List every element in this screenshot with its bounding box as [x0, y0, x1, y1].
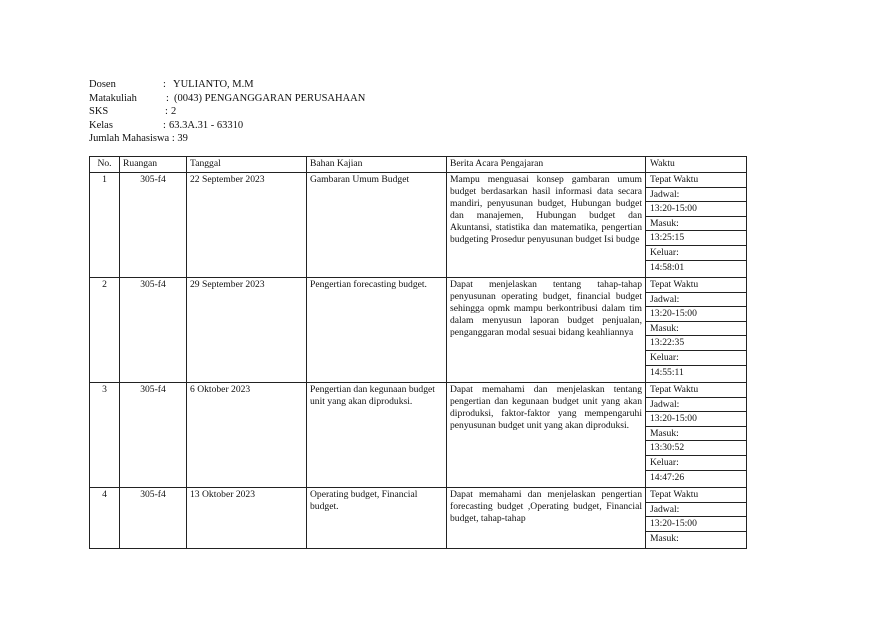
jadwal-value: 13:20-15:00: [646, 307, 746, 322]
attendance-table: [89, 156, 747, 549]
masuk-value: 13:30:52: [646, 441, 746, 456]
time-cell: [646, 278, 747, 383]
topic: Pengertian dan kegunaan budget unit yang akan diproduksi.: [307, 383, 447, 488]
room: 305-f4: [120, 173, 187, 278]
dosen-label: Dosen: [89, 79, 116, 90]
jadwal-label: Jadwal:: [646, 398, 746, 413]
separator: :: [163, 119, 166, 131]
time-status: Tepat Waktu: [646, 173, 746, 188]
matakuliah-value: (0043) PENGANGGARAN PERUSAHAAN: [174, 92, 366, 104]
time-status: Tepat Waktu: [646, 383, 746, 398]
table-row: [90, 278, 747, 383]
keluar-value: 14:55:11: [650, 366, 684, 378]
separator: :: [171, 133, 175, 144]
header-row-kelas: [89, 119, 244, 133]
topic: Operating budget, Financial budget.: [307, 488, 447, 549]
jadwal-value: 13:20-15:00: [646, 202, 746, 217]
jadwal-label: Jadwal:: [646, 293, 746, 308]
masuk-label: Masuk:: [650, 532, 679, 544]
sks-value: 2: [171, 106, 177, 117]
table-row: [90, 488, 747, 549]
jadwal-label: Jadwal:: [646, 503, 746, 518]
room: 305-f4: [120, 278, 187, 383]
time-status: Tepat Waktu: [646, 488, 746, 503]
header-row-dosen: [89, 78, 254, 92]
separator: :: [166, 92, 169, 104]
keluar-label: Keluar:: [646, 246, 746, 261]
room: 305-f4: [120, 488, 187, 549]
header-row-jumlah: [89, 132, 188, 146]
col-header-waktu: Waktu: [646, 157, 747, 173]
date: 13 Oktober 2023: [187, 488, 307, 549]
masuk-value: 13:22:35: [646, 336, 746, 351]
header-row-sks: [89, 105, 188, 119]
masuk-label: Masuk:: [646, 427, 746, 442]
header-row-matakuliah: [89, 92, 366, 106]
row-number: 4: [90, 488, 120, 549]
kelas-label: Kelas: [89, 119, 113, 131]
sks-label: SKS: [89, 106, 109, 117]
masuk-value: 13:25:15: [646, 231, 746, 246]
time-cell: [646, 173, 747, 278]
topic: Pengertian forecasting budget.: [307, 278, 447, 383]
teaching-notes: Dapat memahami dan menjelaskan pengertian forecasting budget ,Operating budget, Financial budget, tahap-tahap: [447, 488, 646, 549]
col-header-ruangan: Ruangan: [120, 157, 187, 173]
jadwal-value: 13:20-15:00: [646, 517, 746, 532]
teaching-notes: Dapat menjelaskan tentang tahap-tahap penyusunan operating budget, financial budget sehingga opmk mampu berkontribusi dalam tim dalam menyusun laporan budget penjualan, penganggaran modal sesuai bidang keahliannya: [447, 278, 646, 383]
col-header-berita-acara: Berita Acara Pengajaran: [447, 157, 646, 173]
kelas-value: 63.3A.31 - 63310: [169, 119, 244, 131]
document-header: [89, 78, 366, 146]
row-number: 3: [90, 383, 120, 488]
col-header-no: No.: [90, 157, 120, 173]
jadwal-label: Jadwal:: [646, 188, 746, 203]
teaching-notes: Mampu menguasai konsep gambaran umum budget berdasarkan hasil informasi data secara mandiri, penyusunan budget, Hubungan budget dan manajemen, Hubungan budget dan Akuntansi, statistika dan matematika, pengertian budgeting Prosedur penyusunan budget Isi budge: [447, 173, 646, 278]
matakuliah-label: Matakuliah: [89, 92, 137, 104]
time-status: Tepat Waktu: [646, 278, 746, 293]
separator: :: [165, 106, 168, 117]
row-number: 2: [90, 278, 120, 383]
jumlah-label: Jumlah Mahasiswa: [89, 133, 170, 144]
table-header-row: [90, 157, 747, 173]
table-row: [90, 383, 747, 488]
time-cell: [646, 488, 747, 549]
table-row: [90, 173, 747, 278]
separator: :: [163, 79, 166, 90]
jadwal-value: 13:20-15:00: [646, 412, 746, 427]
col-header-bahan-kajian: Bahan Kajian: [307, 157, 447, 173]
date: 22 September 2023: [187, 173, 307, 278]
teaching-notes: Dapat memahami dan menjelaskan tentang pengertian dan kegunaan budget unit yang akan diproduksi, faktor-faktor yang mempengaruhi penyusunan budget unit yang akan diproduksi.: [447, 383, 646, 488]
masuk-label: Masuk:: [646, 217, 746, 232]
date: 29 September 2023: [187, 278, 307, 383]
topic: Gambaran Umum Budget: [307, 173, 447, 278]
dosen-value: YULIANTO, M.M: [173, 79, 254, 90]
keluar-label: Keluar:: [646, 456, 746, 471]
keluar-value: 14:58:01: [650, 261, 685, 273]
room: 305-f4: [120, 383, 187, 488]
date: 6 Oktober 2023: [187, 383, 307, 488]
keluar-label: Keluar:: [646, 351, 746, 366]
masuk-label: Masuk:: [646, 322, 746, 337]
time-cell: [646, 383, 747, 488]
row-number: 1: [90, 173, 120, 278]
jumlah-value: 39: [177, 133, 188, 144]
keluar-value: 14:47:26: [650, 471, 685, 483]
col-header-tanggal: Tanggal: [187, 157, 307, 173]
